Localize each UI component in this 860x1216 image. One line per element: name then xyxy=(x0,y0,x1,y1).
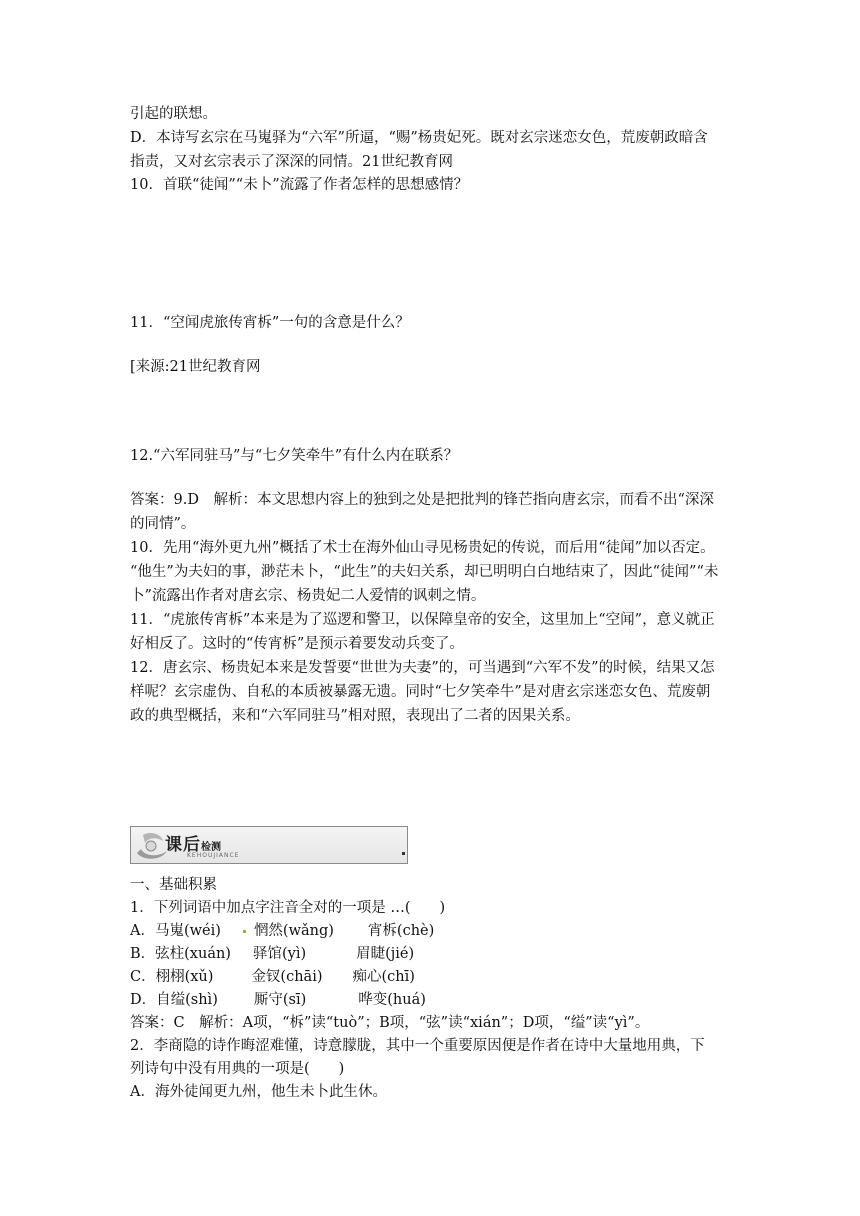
text-line: 好相反了。这时的“传宵柝”是预示着要发动兵变了。 xyxy=(130,636,464,652)
dot-mark xyxy=(243,930,246,933)
swoosh-icon xyxy=(135,831,169,861)
text-line: 样呢？玄宗虚伪、自私的本质被暴露无遗。同时“七夕笑牵牛”是对唐玄宗迷恋女色、荒废朝 xyxy=(130,684,711,700)
text-line: 卜”流露出作者对唐玄宗、杨贵妃二人爱情的讽刺之情。 xyxy=(130,588,486,604)
text-line: 的同情”。 xyxy=(130,516,196,532)
option-c: C．栩栩(xǔ) 金钗(chāi) 痴心(chī) xyxy=(130,969,415,985)
question-11: 11．“空闻虎旅传宵柝”一句的含意是什么？ xyxy=(130,315,410,331)
section-heading: 一、基础积累 xyxy=(130,877,217,893)
bullet-dot xyxy=(402,852,405,855)
question-1: 1．下列词语中加点字注音全对的一项是 …( ) xyxy=(130,900,446,916)
section-banner xyxy=(130,826,408,864)
option-d: D．自缢(shì) 厮守(sī) 哗变(huá) xyxy=(130,992,426,1008)
answer-line: 答案：C 解析：A项，“柝”读“tuò”；B项，“弦”读“xián”；D项，“缢”读“yì”。 xyxy=(130,1015,650,1031)
text-line: 10．先用“海外更九州”概括了术士在海外仙山寻见杨贵妃的传说，而后用“徒闻”加以否定。 xyxy=(130,540,715,556)
text-line: D．本诗写玄宗在马嵬驿为“六军”所逼，“赐”杨贵妃死。既对玄宗迷恋女色，荒废朝政暗含 xyxy=(130,130,708,146)
answer-line: 答案：9.D 解析：本文思想内容上的独到之处是把批判的锋芒指向唐玄宗，而看不出“深深 xyxy=(130,492,714,508)
question-10: 10．首联“徒闻”“未卜”流露了作者怎样的思想感情？ xyxy=(130,177,469,193)
banner-title: 课后检测 xyxy=(165,835,221,855)
question-12: 12.“六军同驻马”与“七夕笑牵牛”有什么内在联系？ xyxy=(130,448,459,464)
text-line: 12．唐玄宗、杨贵妃本来是发誓要“世世为夫妻”的，可当遇到“六军不发”的时候，结果又怎 xyxy=(130,660,715,676)
banner-subtitle: KEHOUJIANCE xyxy=(187,852,240,859)
text-line: 引起的联想。 xyxy=(130,106,217,122)
text-line: 政的典型概括，来和“六军同驻马”相对照，表现出了二者的因果关系。 xyxy=(130,708,580,724)
option-a: A．马嵬(wéi) 惘然(wǎng) 宵柝(chè) xyxy=(130,923,435,939)
text-line: “他生”为夫妇的事，渺茫未卜，“此生”的夫妇关系，却已明明白白地结束了，因此“徒闻”“未 xyxy=(130,564,719,580)
question-2: 2．李商隐的诗作晦涩难懂，诗意朦胧，其中一个重要原因便是作者在诗中大量地用典，下 xyxy=(130,1038,705,1054)
text-line: 11．“虎旅传宵柝”本来是为了巡逻和警卫，以保障皇帝的安全，这里加上“空闻”，意义就正 xyxy=(130,612,715,628)
option-a: A．海外徒闻更九州，他生未卜此生休。 xyxy=(130,1084,387,1100)
option-b: B．弦柱(xuán) 驿馆(yì) 眉睫(jié) xyxy=(130,946,415,962)
text-line: 列诗句中没有用典的一项是( ) xyxy=(130,1061,345,1077)
text-line: 指责，又对玄宗表示了深深的同情。21世纪教育网 xyxy=(130,154,453,170)
source-note: [来源:21世纪教育网 xyxy=(130,359,261,375)
